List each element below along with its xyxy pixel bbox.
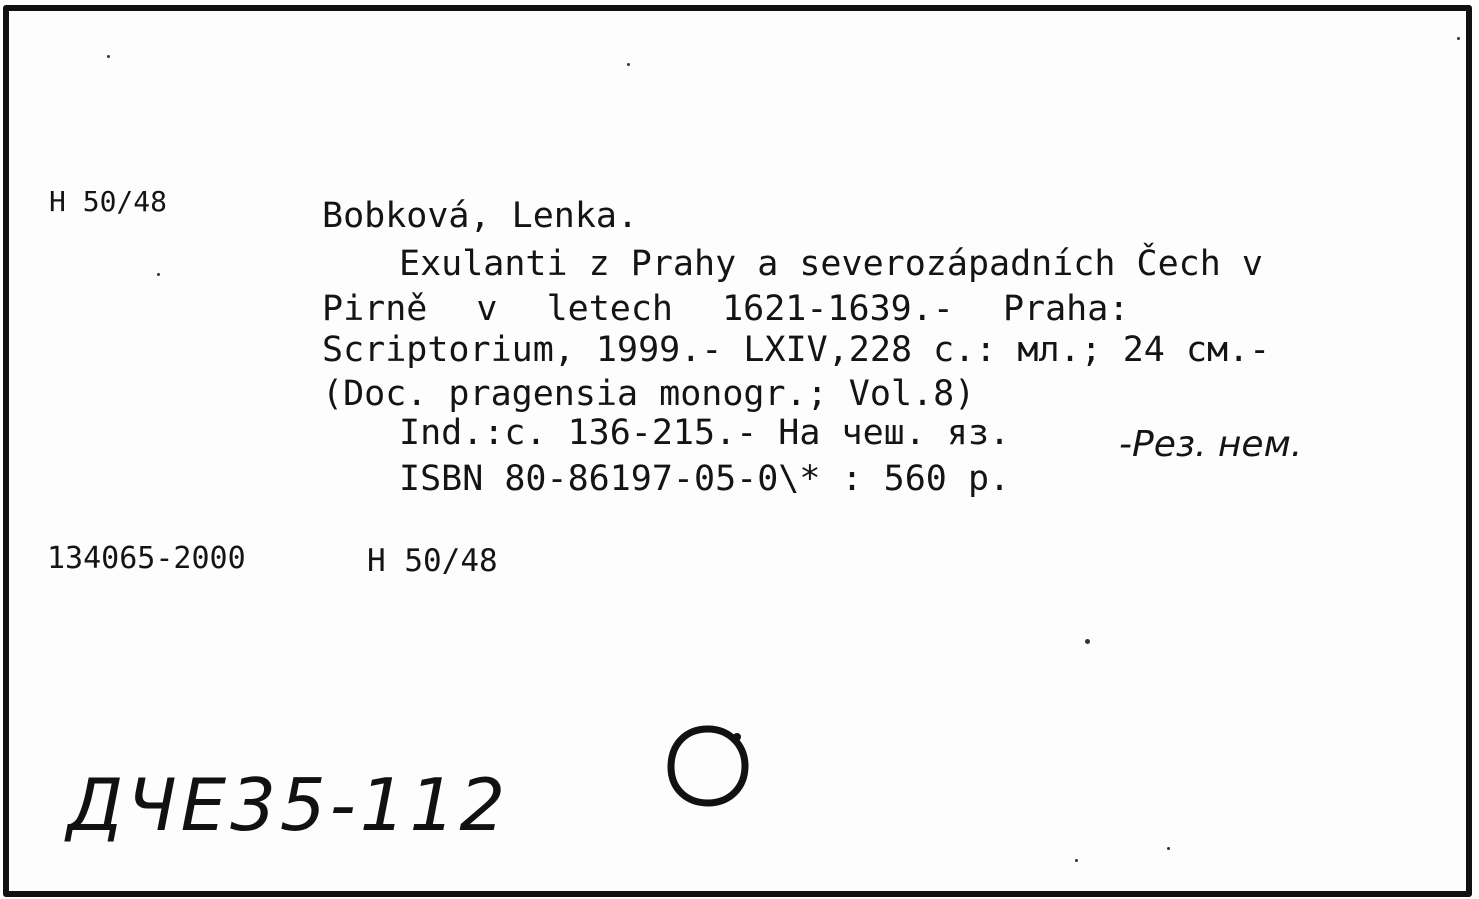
handwritten-note: -Рез. нем. <box>1119 424 1303 465</box>
scan-speck <box>1167 847 1170 850</box>
title-line-2: Pirně v letech 1621-1639.- Praha: <box>322 289 1130 329</box>
publication-line: Scriptorium, 1999.- LXIV,228 c.: мл.; 24 см.- <box>322 330 1271 370</box>
catalog-card <box>3 5 1472 897</box>
scan-speck <box>1075 859 1078 862</box>
shelf-mark-bottom: H 50/48 <box>367 543 498 579</box>
scan-speck <box>107 55 110 58</box>
index-note: Ind.:c. 136-215.- На чеш. яз. <box>399 413 1011 453</box>
accession-number: 134065-2000 <box>47 541 246 576</box>
punch-hole-icon <box>665 721 751 809</box>
shelf-mark-top: H 50/48 <box>49 185 168 218</box>
series-line: (Doc. pragensia monogr.; Vol.8) <box>322 374 976 414</box>
scan-speck <box>1085 639 1090 644</box>
handwritten-shelf-code: ДЧЕ35-112 <box>67 763 510 847</box>
scan-speck <box>157 273 160 276</box>
isbn-line: ISBN 80-86197-05-0\* : 560 p. <box>399 459 1011 499</box>
scan-speck <box>1457 37 1460 40</box>
author-heading: Bobková, Lenka. <box>322 196 639 236</box>
title-line-1: Exulanti z Prahy a severozápadních Čech v <box>399 244 1263 284</box>
scan-speck <box>627 63 630 66</box>
